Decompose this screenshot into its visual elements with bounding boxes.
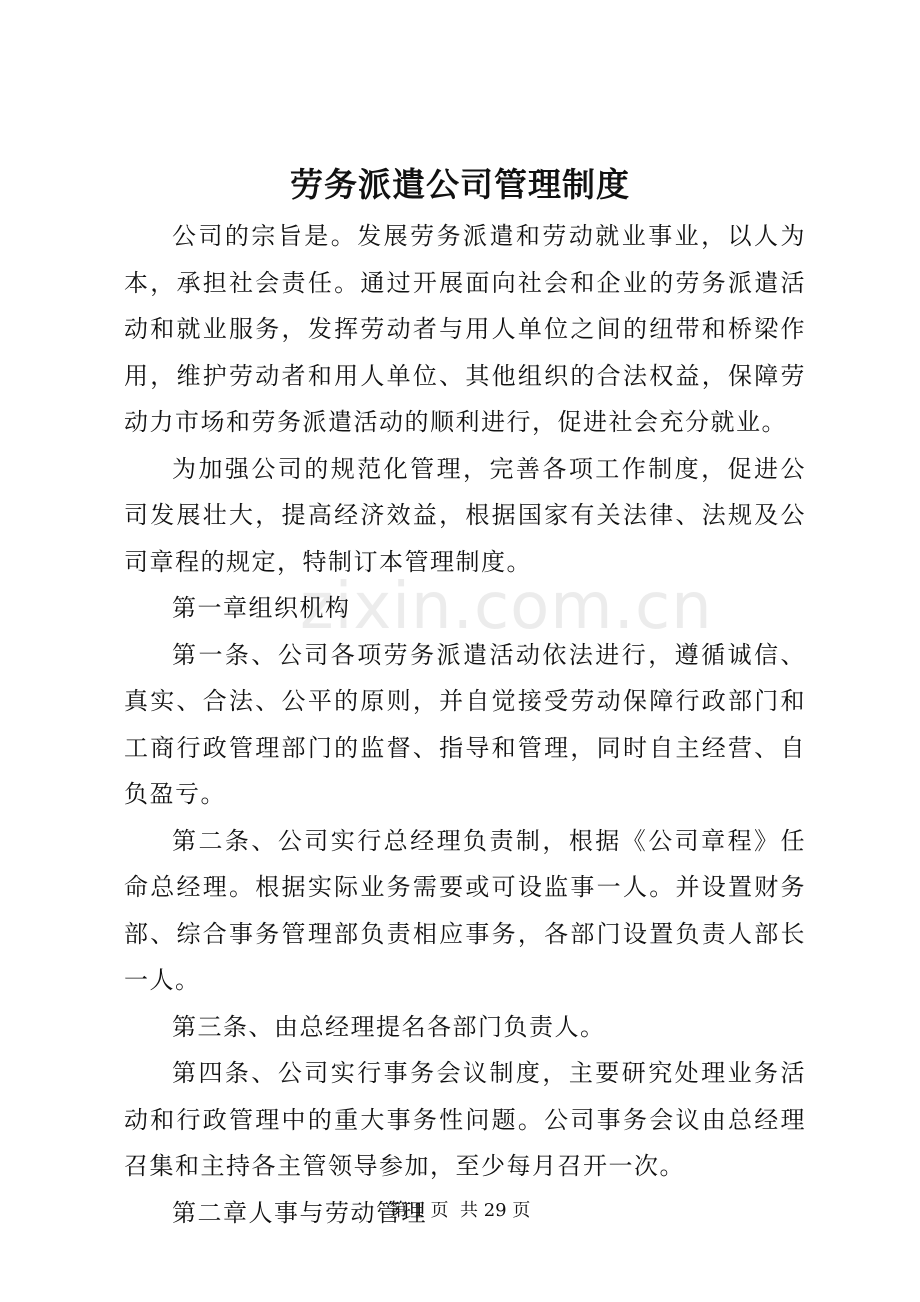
chapter-heading-1: 第一章组织机构 bbox=[172, 594, 351, 622]
chapter-heading-2: 第二章人事与劳动管理 bbox=[172, 1198, 427, 1227]
paragraph-intro: 为加强公司的规范化管理，完善各项工作制度，促进公司发展壮大，提高经济效益，根据国家有关法律、法规及公司章程的规定，特制订本管理制度。 bbox=[124, 454, 806, 576]
article-2: 第二条、公司实行总经理负责制，根据《公司章程》任命总经理。根据实际业务需要或可设监事一人。并设置财务部、综合事务管理部负责相应事务，各部门设置负责人部长一人。 bbox=[124, 826, 806, 994]
watermark: zixin.com.cn bbox=[300, 570, 713, 644]
page-footer bbox=[0, 1198, 920, 1224]
page-number: 第 1 页 共 29 页 bbox=[389, 1200, 531, 1221]
article-4: 第四条、公司实行事务会议制度，主要研究处理业务活动和行政管理中的重大事务性问题。公司事务会议由总经理召集和主持各主管领导参加，至少每月召开一次。 bbox=[124, 1059, 806, 1180]
document-body bbox=[124, 213, 806, 1236]
article-3: 第三条、由总经理提名各部门负责人。 bbox=[172, 1012, 606, 1041]
document-title: 劳务派遣公司管理制度 bbox=[290, 165, 630, 204]
article-1: 第一条、公司各项劳务派遣活动依法进行，遵循诚信、真实、合法、公平的原则，并自觉接受劳动保障行政部门和工商行政管理部门的监督、指导和管理，同时自主经营、自负盈亏。 bbox=[124, 640, 806, 808]
paragraph-purpose: 公司的宗旨是。发展劳务派遣和劳动就业事业，以人为本，承担社会责任。通过开展面向社会和企业的劳务派遣活动和就业服务，发挥劳动者与用人单位之间的纽带和桥梁作用，维护劳动者和用人单位、其他组织的合法权益，保障劳动力市场和劳务派遣活动的顺利进行，促进社会充分就业。 bbox=[124, 222, 806, 436]
